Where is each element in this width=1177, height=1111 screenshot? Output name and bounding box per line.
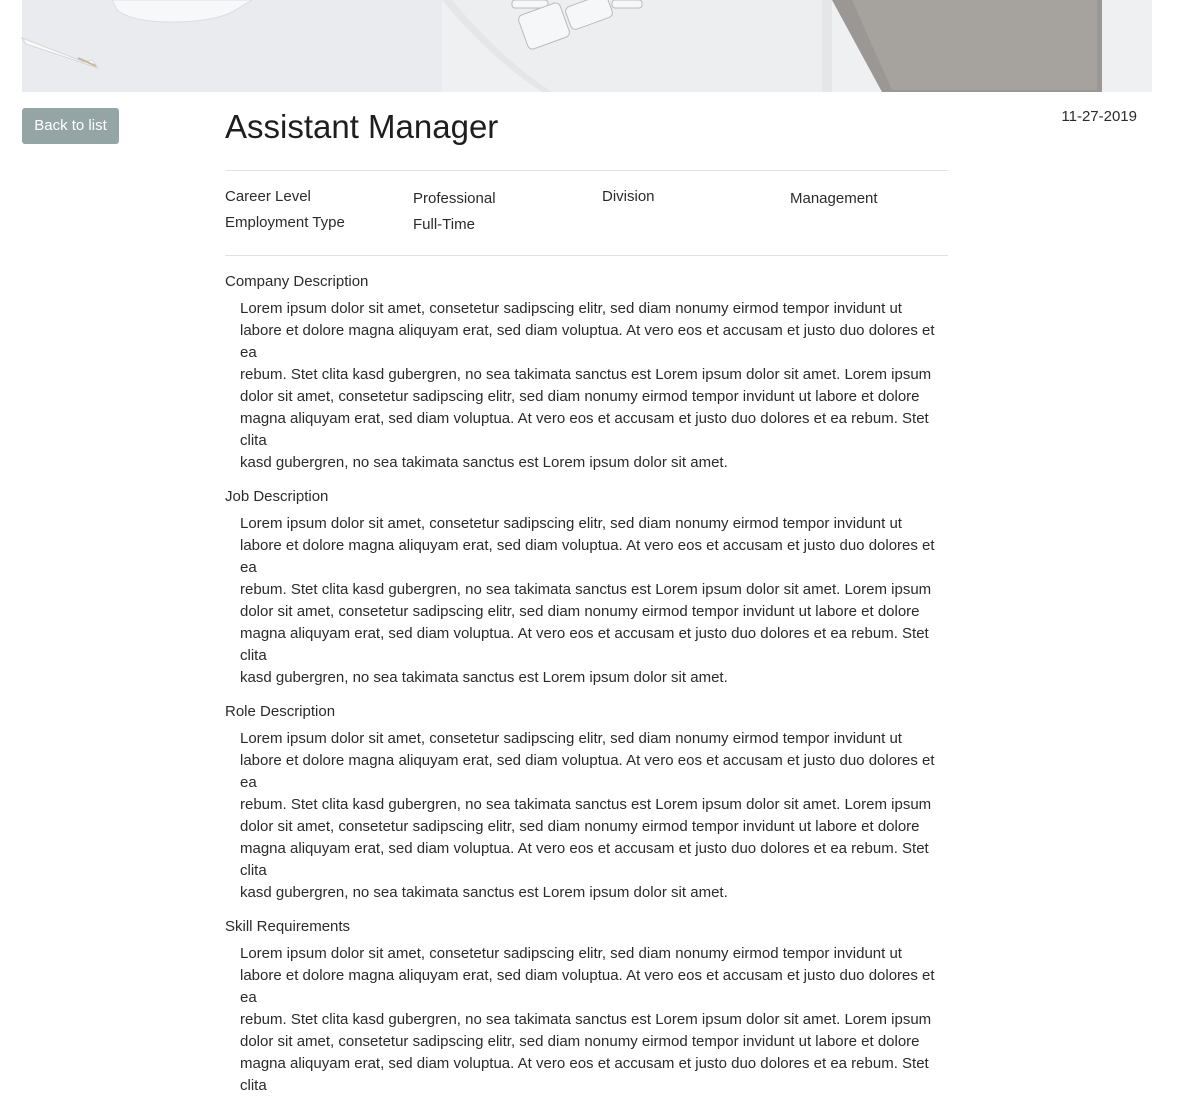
section-body — [240, 298, 940, 474]
text-line: dolor sit amet, consetetur sadipscing elitr, sed diam nonumy eirmod tempor invidunt ut labore et dolore — [240, 388, 920, 405]
text-line: Lorem ipsum dolor sit amet, consetetur sadipscing elitr, sed diam nonumy eirmod tempor invidunt ut — [240, 300, 902, 317]
text-line: labore et dolore magna aliquyam erat, sed diam voluptua. At vero eos et accusam et justo duo dolores et ea — [240, 537, 935, 576]
hero-banner-image — [22, 0, 1152, 92]
text-line: magna aliquyam erat, sed diam voluptua. At vero eos et accusam et justo duo dolores et ea rebum. Stet clita — [240, 625, 929, 664]
posting-date: 11-27-2019 — [1061, 108, 1137, 125]
section-title: Skill Requirements — [225, 918, 351, 935]
text-line: Lorem ipsum dolor sit amet, consetetur sadipscing elitr, sed diam nonumy eirmod tempor invidunt ut — [240, 515, 902, 532]
text-line: kasd gubergren, no sea takimata sanctus est Lorem ipsum dolor sit amet. — [240, 454, 728, 471]
section-skill-requirements — [225, 918, 948, 1097]
text-line: kasd gubergren, no sea takimata sanctus est Lorem ipsum dolor sit amet. — [240, 669, 728, 686]
job-meta-grid — [225, 171, 948, 255]
section-body — [240, 943, 940, 1097]
text-line: labore et dolore magna aliquyam erat, sed diam voluptua. At vero eos et accusam et justo duo dolores et ea — [240, 752, 935, 791]
text-line: Lorem ipsum dolor sit amet, consetetur sadipscing elitr, sed diam nonumy eirmod tempor invidunt ut — [240, 730, 902, 747]
employment-type-value: Full-Time — [413, 216, 475, 233]
text-line: magna aliquyam erat, sed diam voluptua. At vero eos et accusam et justo duo dolores et ea rebum. Stet clita — [240, 840, 929, 879]
section-company-description — [225, 273, 948, 474]
career-level-label: Career Level — [225, 188, 311, 205]
text-line: labore et dolore magna aliquyam erat, sed diam voluptua. At vero eos et accusam et justo duo dolores et ea — [240, 322, 935, 361]
section-body — [240, 513, 940, 689]
section-title: Role Description — [225, 703, 336, 720]
job-sections — [225, 256, 948, 1097]
text-line: dolor sit amet, consetetur sadipscing elitr, sed diam nonumy eirmod tempor invidunt ut labore et dolore — [240, 603, 920, 620]
page-title: Assistant Manager — [225, 108, 499, 145]
section-title: Job Description — [225, 488, 329, 505]
text-line: labore et dolore magna aliquyam erat, sed diam voluptua. At vero eos et accusam et justo duo dolores et ea — [240, 967, 935, 1006]
section-body — [240, 728, 940, 904]
text-line: magna aliquyam erat, sed diam voluptua. At vero eos et accusam et justo duo dolores et ea rebum. Stet clita — [240, 410, 929, 449]
text-line: dolor sit amet, consetetur sadipscing elitr, sed diam nonumy eirmod tempor invidunt ut labore et dolore — [240, 1033, 920, 1050]
text-line: rebum. Stet clita kasd gubergren, no sea takimata sanctus est Lorem ipsum dolor sit amet. Lorem ipsum — [240, 796, 932, 813]
section-job-description — [225, 488, 948, 689]
text-line: rebum. Stet clita kasd gubergren, no sea takimata sanctus est Lorem ipsum dolor sit amet. Lorem ipsum — [240, 1011, 932, 1028]
text-line: Lorem ipsum dolor sit amet, consetetur sadipscing elitr, sed diam nonumy eirmod tempor invidunt ut — [240, 945, 902, 962]
division-value: Management — [790, 190, 878, 207]
text-line: dolor sit amet, consetetur sadipscing elitr, sed diam nonumy eirmod tempor invidunt ut labore et dolore — [240, 818, 920, 835]
text-line: kasd gubergren, no sea takimata sanctus est Lorem ipsum dolor sit amet. — [240, 884, 728, 901]
section-role-description — [225, 703, 948, 904]
text-line: magna aliquyam erat, sed diam voluptua. At vero eos et accusam et justo duo dolores et ea rebum. Stet clita — [240, 1055, 929, 1094]
career-level-value: Professional — [413, 190, 496, 207]
employment-type-label: Employment Type — [225, 214, 345, 231]
back-to-list-button[interactable]: Back to list — [22, 108, 119, 144]
text-line: rebum. Stet clita kasd gubergren, no sea takimata sanctus est Lorem ipsum dolor sit amet. Lorem ipsum — [240, 581, 932, 598]
desk-photo-illustration — [22, 0, 1152, 92]
section-title: Company Description — [225, 273, 369, 290]
job-content — [225, 106, 948, 1111]
text-line: rebum. Stet clita kasd gubergren, no sea takimata sanctus est Lorem ipsum dolor sit amet. Lorem ipsum — [240, 366, 932, 383]
division-label: Division — [602, 188, 655, 205]
